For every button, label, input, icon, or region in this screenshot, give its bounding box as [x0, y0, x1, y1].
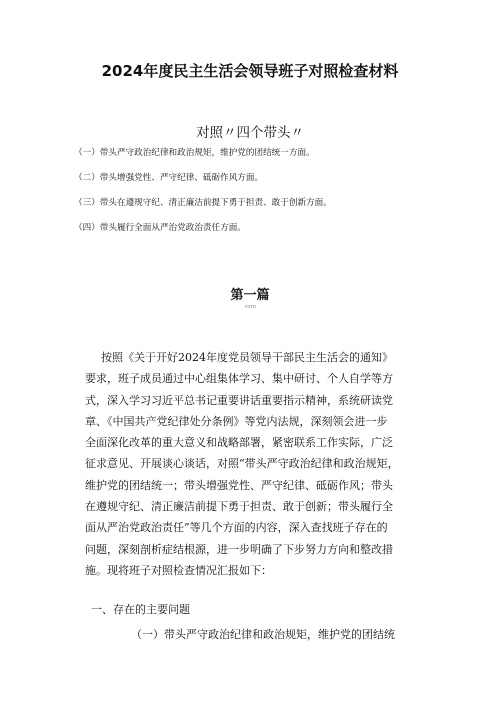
list-item: （二）带头增强党性、严守纪律、砥砺作风方面。: [74, 173, 264, 183]
chapter-title: 第一篇: [230, 288, 270, 303]
body-line: 式，深入学习习近平总书记重要讲话重要指示精神，系统研读党: [85, 393, 393, 407]
sub-heading: 一、存在的主要问题: [91, 603, 190, 616]
document-title: 2024年度民主生活会领导班子对照检查材料: [101, 62, 399, 80]
topic-list: [74, 146, 332, 246]
body-line: 要求，班子成员通过中心组集体学习、集中研讨、个人自学等方: [85, 372, 393, 386]
body-line: 征求意见、开展谈心谈话，对照“带头严守政治纪律和政治规矩，: [85, 457, 399, 471]
section-heading: 对照〃四个带头〃: [196, 125, 304, 141]
body-line: 按照《关于开好2024年度党员领导干部民主生活会的通知》: [101, 351, 393, 364]
body-line: 面从严治党政治责任”等几个方面的内容，深入查找班子存在的: [85, 521, 388, 535]
body-line: 施。现将班子对照检查情况汇报如下：: [85, 563, 272, 577]
list-item: （三）带头在遵规守纪、清正廉洁前提下勇于担责、敢于创新方面。: [74, 198, 332, 208]
small-mark: <cm: [244, 304, 256, 310]
sub-item: （一）带头严守政治纪律和政治规矩，维护党的团结统: [131, 628, 395, 641]
body-line: 章、《中国共产党纪律处分条例》等党内法规，深刻领会进一步: [85, 414, 388, 428]
body-line: 在遵规守纪、清正廉洁前提下勇于担责、敢于创新；带头履行全: [85, 500, 393, 514]
body-line: 问题，深刻剖析症结根源，进一步明确了下步努力方向和整改措: [85, 542, 393, 556]
body-line: 维护党的团结统一；带头增强党性、严守纪律、砥砺作风；带头: [85, 478, 393, 492]
list-item: （一）带头严守政治纪律和政治规矩，维护党的团结统一方面。: [74, 148, 315, 158]
body-paragraph: [85, 347, 431, 581]
list-item: （四）带头履行全面从严治党政治责任方面。: [74, 223, 246, 233]
body-line: 全面深化改革的重大意义和战略部署，紧密联系工作实际，广泛: [85, 436, 393, 450]
